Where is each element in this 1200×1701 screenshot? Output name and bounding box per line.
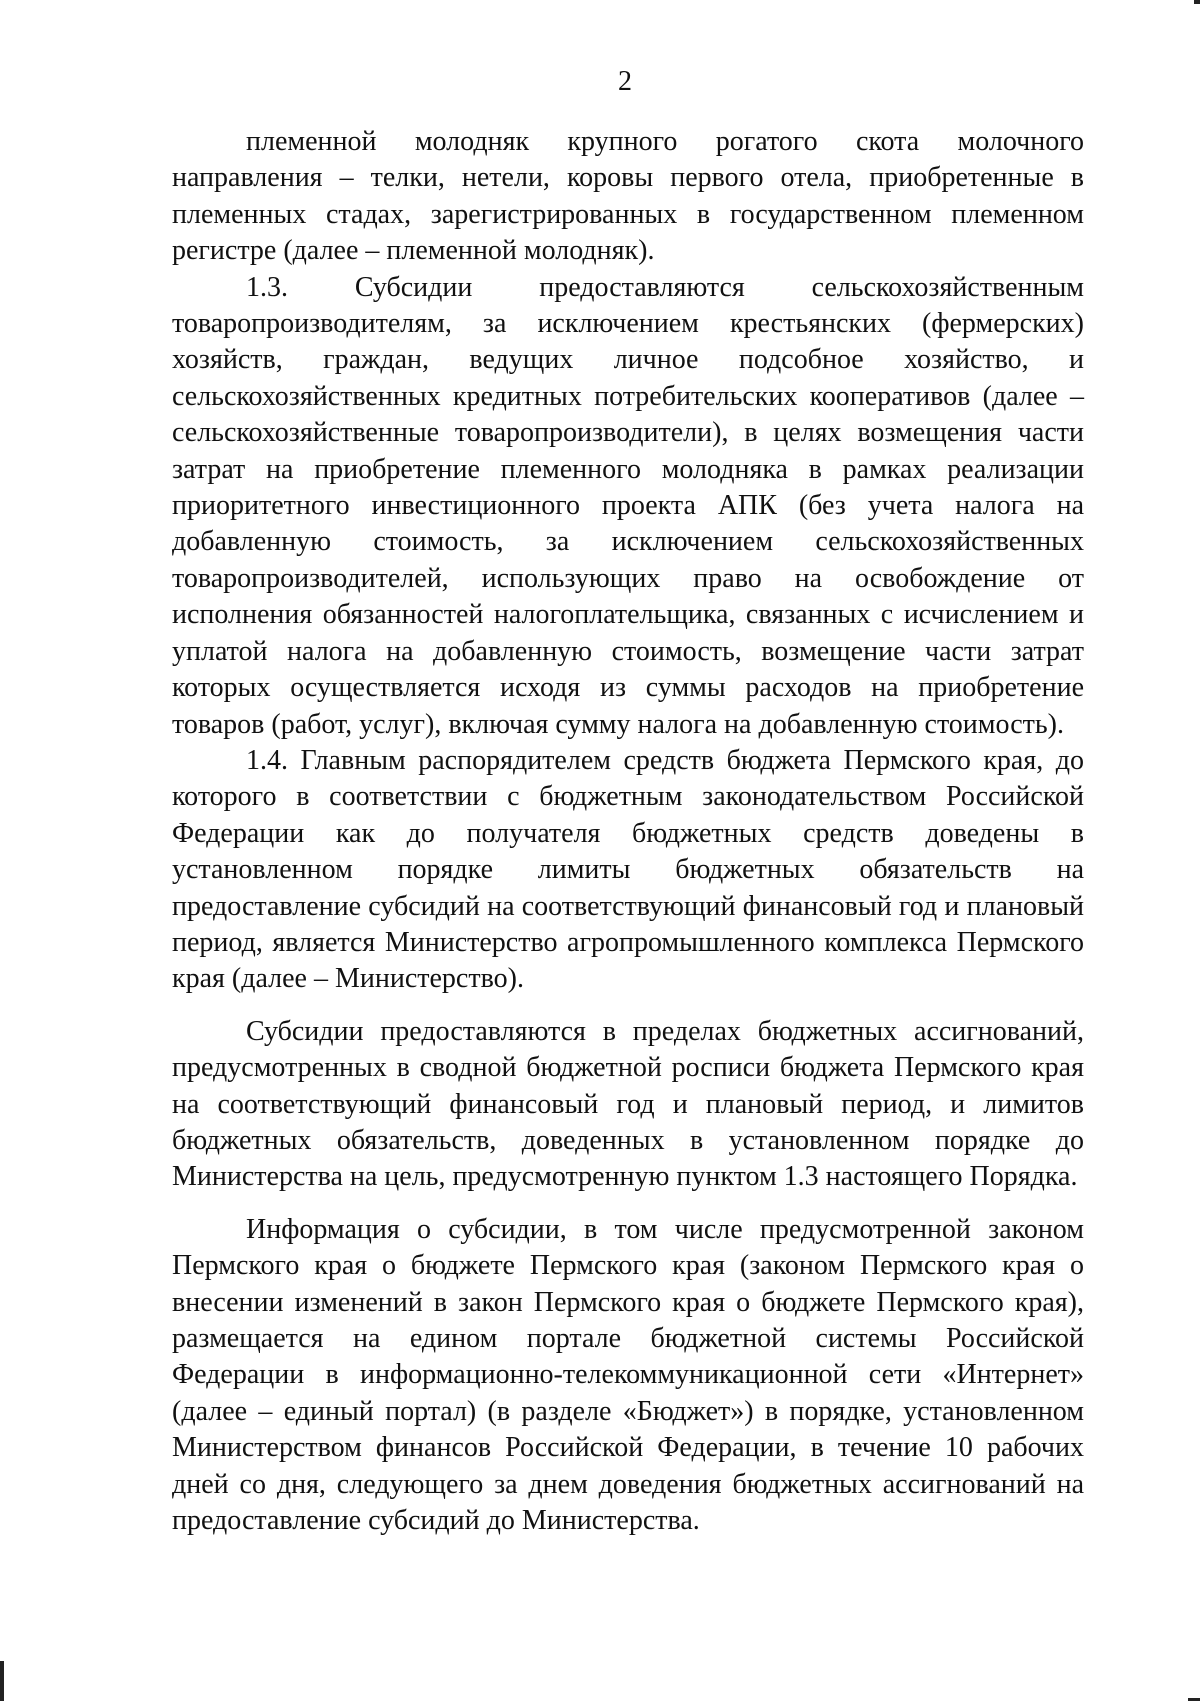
scan-edge-mark bbox=[1194, 0, 1200, 4]
page-number: 2 bbox=[618, 66, 632, 97]
paragraph-subsidy-information: Информация о субсидии, в том числе предусмотренной законом Пермского края о бюджете Пермского края (законом Пермского края о внесении изменений в закон Пермского края о бюджете Пермского края), размещается на едином портале бюджетной системы Российской Федерации в информационно-телекоммуникационной сети «Интернет» (далее – единый портал) (в разделе «Бюджет») в порядке, установленном Министерством финансов Российской Федерации, в течение 10 рабочих дней со дня, следующего за днем доведения бюджетных ассигнований на предоставление субсидий до Министерства. bbox=[172, 1213, 1084, 1537]
scan-edge-mark bbox=[0, 1661, 4, 1701]
paragraph-subsidy-limits: Субсидии предоставляются в пределах бюджетных ассигнований, предусмотренных в сводной бюджетной росписи бюджета Пермского края на соответствующий финансовый год и плановый период, и лимитов бюджетных обязательств, доведенных в установленном порядке до Министерства на цель, предусмотренную пунктом 1.3 настоящего Порядка. bbox=[172, 1015, 1084, 1193]
document-body bbox=[172, 124, 1084, 1539]
paragraph-breeding-stock-definition: племенной молодняк крупного рогатого скота молочного направления – телки, нетели, коровы первого отела, приобретенные в племенных стадах, зарегистрированных в государственном племенном регистре (далее – племенной молодняк). bbox=[172, 126, 1084, 267]
paragraph-section-1-3: 1.3. Субсидии предоставляются сельскохозяйственным товаропроизводителям, за исключением крестьянских (фермерских) хозяйств, граждан, ведущих личное подсобное хозяйство, и сельскохозяйственных кредитных потребительских кооперативов (далее – сельскохозяйственные товаропроизводители), в целях возмещения части затрат на приобретение племенного молодняка в рамках реализации приоритетного инвестиционного проекта АПК (без учета налога на добавленную стоимость, за исключением сельскохозяйственных товаропроизводителей, использующих право на освобождение от исполнения обязанностей налогоплательщика, связанных с исчислением и уплатой налога на добавленную стоимость, возмещение части затрат которых осуществляется исходя из суммы расходов на приобретение товаров (работ, услуг), включая сумму налога на добавленную стоимость). bbox=[172, 271, 1084, 740]
paragraph-section-1-4: 1.4. Главным распорядителем средств бюджета Пермского края, до которого в соответствии с бюджетным законодательством Российской Федерации как до получателя бюджетных средств доведены в установленном порядке лимиты бюджетных обязательств на предоставление субсидий на соответствующий финансовый год и плановый период, является Министерство агропромышленного комплекса Пермского края (далее – Министерство). bbox=[172, 744, 1084, 995]
